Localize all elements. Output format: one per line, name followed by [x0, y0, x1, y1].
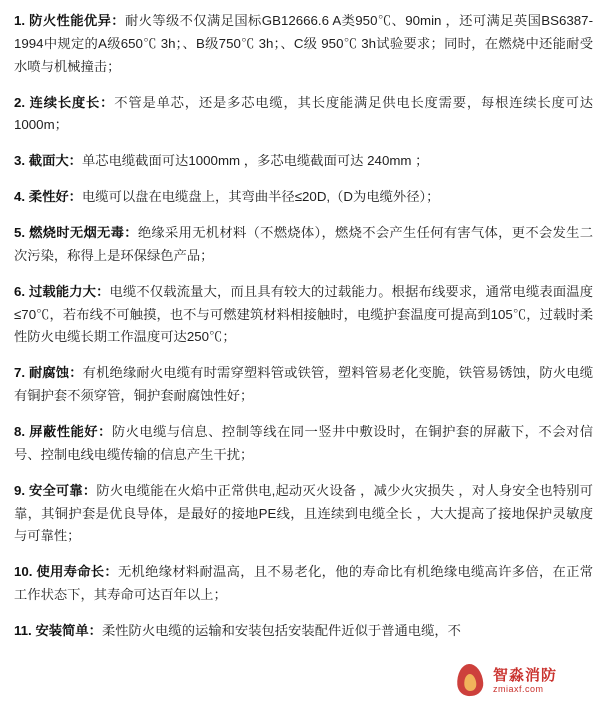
item-number: 7. [14, 365, 26, 381]
item-number: 8. [14, 424, 26, 440]
list-item [14, 150, 593, 173]
item-body: 电缆可以盘在电缆盘上，其弯曲半径≤20D,（D为电缆外径）； [81, 189, 440, 205]
flame-icon [451, 661, 491, 701]
item-title: 连续长度长： [29, 94, 115, 110]
item-number: 4. [14, 189, 26, 205]
item-number: 6. [14, 283, 26, 299]
list-item [14, 362, 593, 408]
item-body: 不管是单芯，还是多芯电缆，其长度能满足供电长度需要，每根连续长度可达1000m； [14, 94, 594, 133]
item-number: 9. [14, 482, 26, 498]
item-title: 防火性能优异： [29, 13, 125, 28]
list-item [14, 186, 593, 209]
item-body: 有机绝缘耐火电缆有时需穿塑料管或铁管，塑料管易老化变脆，铁管易锈蚀，防火电缆有铜护套不须穿管，铜护套耐腐蚀性好； [14, 365, 594, 404]
item-title: 安全可靠： [28, 482, 97, 498]
item-body: 绝缘采用无机材料（不燃烧体），燃烧不会产生任何有害气体，更不会发生二次污染，称得上是环保绿色产品； [14, 225, 593, 263]
item-body: 无机绝缘材料耐温高，且不易老化，他的寿命比有机绝缘电缆高许多倍，在正常工作状态下，其寿命可达百年以上； [14, 564, 593, 603]
list-item [14, 10, 593, 79]
item-number: 1. [14, 13, 26, 28]
watermark [451, 658, 601, 704]
item-title: 燃烧时无烟无毒： [29, 225, 138, 241]
item-title: 耐腐蚀： [28, 365, 83, 381]
list-item [14, 281, 593, 350]
item-number: 11. [14, 623, 32, 639]
item-body: 单芯电缆截面可达1000mm ，多芯电缆截面可达 240mm ； [81, 153, 429, 169]
item-title: 过载能力大： [28, 283, 110, 299]
item-number: 2. [14, 94, 26, 110]
item-number: 5. [14, 225, 26, 241]
list-item [14, 421, 593, 467]
list-item [14, 92, 593, 138]
watermark-main-text: 智淼消防 [493, 666, 558, 684]
item-body: 防火电缆能在火焰中正常供电,起动灭火设备 ，减少火灾损失 ，对人身安全也特别可靠，其铜护套是优良导体，是最好的接地PE线，且连续到电缆全长 ，大大提高了接地保护灵敏度与可靠性； [14, 482, 593, 544]
item-body: 防火电缆与信息、控制等线在同一竖井中敷设时，在铜护套的屏蔽下，不会对信号、控制电线电缆传输的信息产生干扰； [14, 424, 594, 462]
item-body: 电缆不仅载流量大，而且具有较大的过载能力。根据布线要求，通常电缆表面温度≤70℃，若布线不可触摸，也不与可燃建筑材料相接触时，电缆护套温度可提高到105℃，过载时柔性防火电缆长期工作温度可达250℃； [14, 283, 594, 345]
item-number: 3. [14, 153, 26, 169]
list-item [14, 620, 593, 643]
item-title: 柔性好： [28, 189, 82, 205]
watermark-sub-text: zmiaxf.com [493, 684, 544, 695]
item-body: 柔性防火电缆的运输和安装包括安装配件近似于普通电缆，不 [101, 623, 461, 639]
watermark-text [493, 668, 557, 695]
item-title: 使用寿命长： [36, 564, 118, 580]
item-title: 截面大： [28, 153, 82, 169]
list-item [14, 480, 593, 549]
item-body: 耐火等级不仅满足国标GB12666.6 A类950℃、90min ，还可满足英国BS6387-1994中规定的A级650℃ 3h；、B级750℃ 3h；、C级 950℃ 3h试验要求；同时，在燃烧中还能耐受水喷与机械撞击； [14, 13, 593, 74]
list-item [14, 561, 593, 607]
list-item [14, 222, 593, 268]
item-title: 屏蔽性能好： [29, 424, 112, 440]
item-title: 安装简单： [35, 623, 102, 639]
item-number: 10. [14, 564, 33, 580]
